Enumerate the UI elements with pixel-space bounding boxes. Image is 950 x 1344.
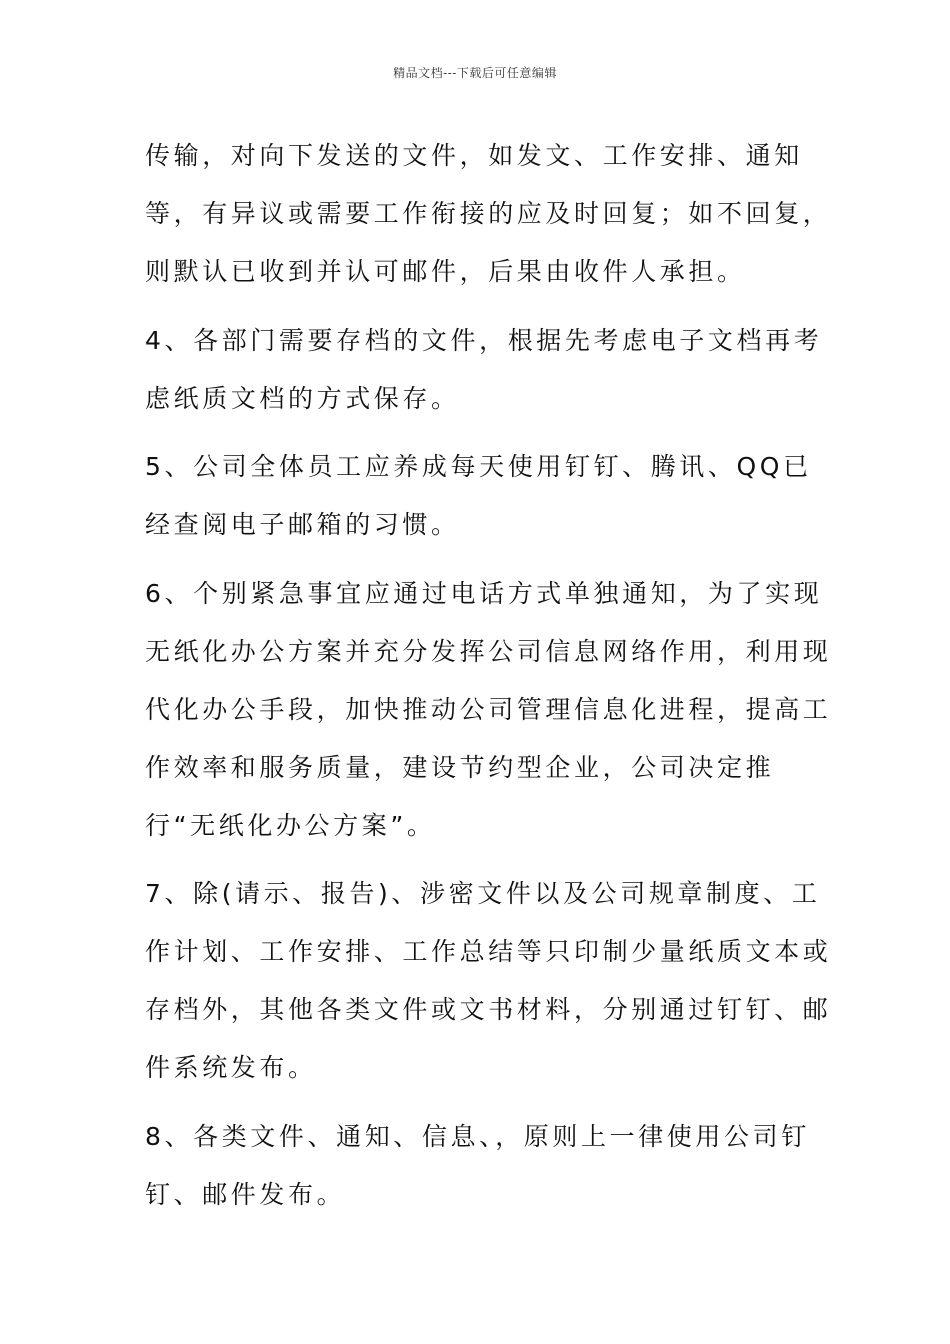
paragraph-item-4: 4、各部门需要存档的文件，根据先考虑电子文档再考虑纸质文档的方式保存。 <box>145 325 823 413</box>
paragraph-item-6: 6、个别紧急事宜应通过电话方式单独通知，为了实现无纸化办公方案并充分发挥公司信息网络作用，利用现代化办公手段，加快推动公司管理信息化进程，提高工作效率和服务质量，建设节约型企业，公司决定推行“无纸化办公方案”。 <box>145 578 832 840</box>
page-header: 精品文档---下载后可任意编辑 <box>393 66 557 80</box>
paragraph-item-5: 5、公司全体员工应养成每天使用钉钉、腾讯、QQ已经查阅电子邮箱的习惯。 <box>145 452 812 539</box>
paragraph-item-8: 8、各类文件、通知、信息、，原则上一律使用公司钉钉、邮件发布。 <box>145 1121 810 1209</box>
paragraph-continuation: 传输，对向下发送的文件，如发文、工作安排、通知等，有异议或需要工作衔接的应及时回复；如不回复，则默认已收到并认可邮件，后果由收件人承担。 <box>145 141 832 286</box>
paragraph-item-7: 7、除(请示、报告)、涉密文件以及公司规章制度、工作计划、工作安排、工作总结等只印制少量纸质文本或存档外，其他各类文件或文书材料，分别通过钉钉、邮件系统发布。 <box>145 879 832 1082</box>
document-body <box>145 127 835 1234</box>
